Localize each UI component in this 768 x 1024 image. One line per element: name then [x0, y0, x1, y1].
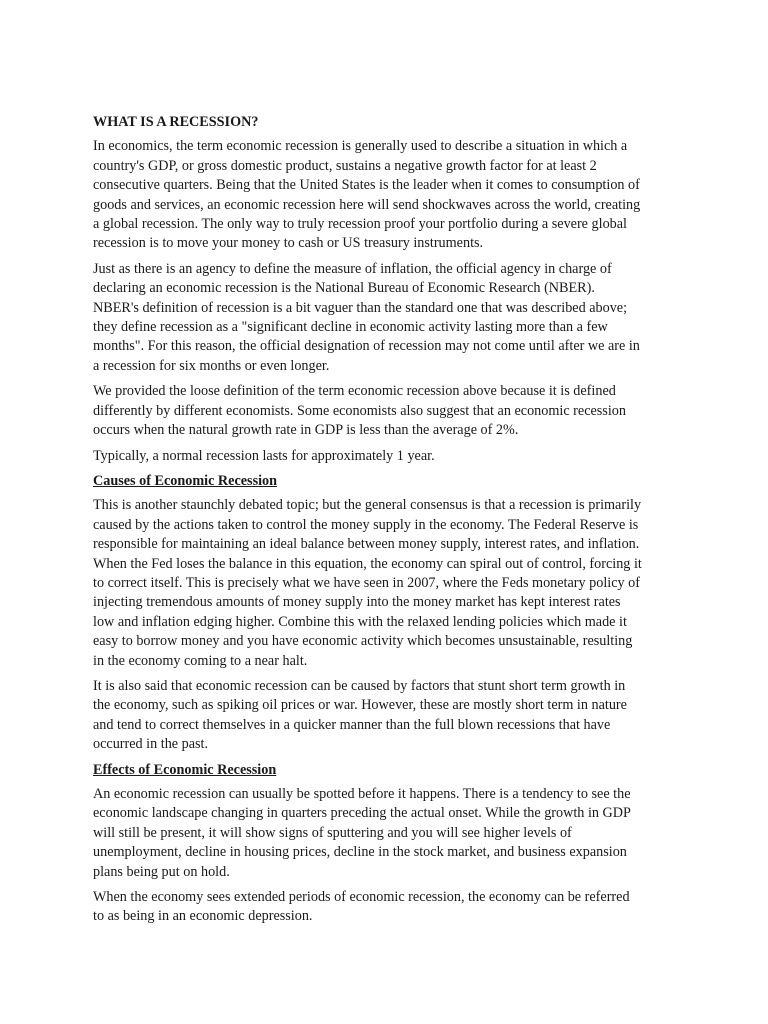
- intro-paragraph: Typically, a normal recession lasts for approximately 1 year.: [93, 447, 435, 464]
- effects-heading: Effects of Economic Recession: [93, 761, 277, 778]
- document-body: [93, 113, 643, 933]
- causes-heading: Causes of Economic Recession: [93, 472, 278, 489]
- intro-paragraph: In economics, the term economic recession is generally used to describe a situation in which a country's GDP, or gross domestic product, sustains a negative growth factor for at least 2 consecutive quarters. Being that the United States is the leader when it comes to consumption of goods and services, an economic recession here will send shockwaves across the world, creating a global recession. The only way to truly recession proof your portfolio during a severe global recession is to move your money to cash or US treasury instruments.: [93, 138, 641, 252]
- intro-paragraph: We provided the loose definition of the term economic recession above because it is defined differently by different economists. Some economists also suggest that an economic recession occurs when the natural growth rate in GDP is less than the average of 2%.: [93, 383, 626, 439]
- effects-paragraph: An economic recession can usually be spotted before it happens. There is a tendency to see the economic landscape changing in quarters preceding the actual onset. While the growth in GDP will still be present, it will show signs of sputtering and you will see higher levels of unemployment, decline in housing prices, decline in the stock market, and business expansion plans being put on hold.: [93, 786, 631, 880]
- document-title: WHAT IS A RECESSION?: [93, 114, 259, 130]
- causes-paragraph: This is another staunchly debated topic; but the general consensus is that a recession is primarily caused by the actions taken to control the money supply in the economy. The Federal Reserve is responsible for maintaining an ideal balance between money supply, interest rates, and inflation. When the Fed loses the balance in this equation, the economy can spiral out of control, forcing it to correct itself. This is precisely what we have seen in 2007, where the Feds monetary policy of injecting tremendous amounts of money supply into the money market has kept interest rates low and inflation edging higher. Combine this with the relaxed lending policies which made it easy to borrow money and you have economic activity which becomes unsustainable, resulting in the economy coming to a near halt.: [93, 497, 642, 669]
- effects-paragraph: When the economy sees extended periods of economic recession, the economy can be referred to as being in an economic depression.: [93, 889, 630, 925]
- intro-paragraph: Just as there is an agency to define the measure of inflation, the official agency in charge of declaring an economic recession is the National Bureau of Economic Research (NBER). NBER's definition of recession is a bit vaguer than the standard one that was described above; they define recession as a "significant decline in economic activity lasting more than a few months". For this reason, the official designation of recession may not come until after we are in a recession for six months or even longer.: [93, 260, 640, 374]
- causes-paragraph: It is also said that economic recession can be caused by factors that stunt short term growth in the economy, such as spiking oil prices or war. However, these are mostly short term in nature and tend to correct themselves in a quicker manner than the full blown recessions that have occurred in the past.: [93, 677, 627, 753]
